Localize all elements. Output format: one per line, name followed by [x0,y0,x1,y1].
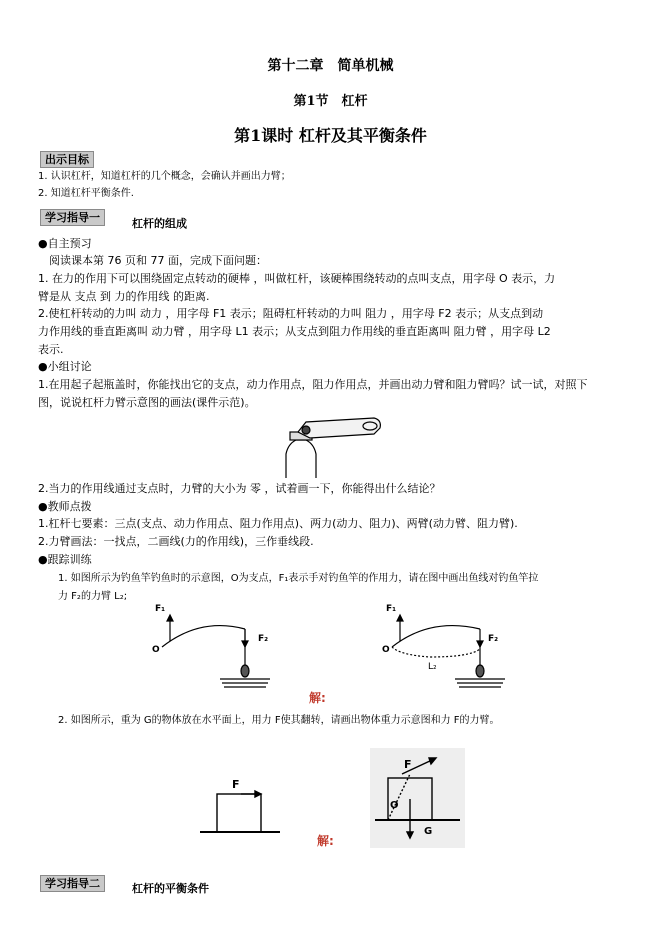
answer-label-2: 解: [317,834,334,848]
answer-block-f-label: F [404,758,412,771]
guide1-topic: 杠杆的组成 [132,217,187,230]
bottle-opener-figure [276,408,386,478]
teacher-point-2: 2.力臂画法：一找点，二画线(力的作用线)，三作垂线段. [38,535,314,548]
discussion-2: 2.当力的作用线通过支点时，力臂的大小为 零 ，试着画一下，你能得出什么结论？ [38,482,441,495]
answer-label-1: 解: [309,691,326,705]
exercise-1-line-1: 1. 如图所示为钓鱼竿钓鱼时的示意图，O为支点，F₁表示手对钓鱼竿的作用力，请在图中画出鱼线对钓鱼竿拉 [58,573,539,584]
fig2-o-label: O [382,645,390,655]
training-title: ●跟踪训练 [38,553,92,566]
question-1-line-2: 臂是从 支点 到 力的作用线 的距离. [38,290,210,303]
question-2-line-2: 力作用线的垂直距离叫 动力臂 ，用字母 L1 表示；从支点到阻力作用线的垂直距离叫 阻力臂 ，用字母 L2 [38,325,551,338]
self-study-title: ●自主预习 [38,237,92,250]
exercise-1-line-2: 力 F₂的力臂 L₂; [58,591,128,602]
teacher-title: ●教师点拨 [38,500,92,513]
question-1-line-1: 1. 在力的作用下可以围绕固定点转动的硬棒 ，叫做杠杆，该硬棒围绕转动的点叫支点，用字母 O 表示，力 [38,272,556,285]
guide1-header: 学习指导一 [40,209,105,226]
lesson-title: 第1课时 杠杆及其平衡条件 [234,126,427,145]
self-study-intro: 阅读课本第 76 页和 77 面，完成下面问题： [38,254,267,267]
fishing-rod-figure [150,605,280,695]
fig2-l2-label: L₂ [428,662,437,672]
teacher-point-1: 1.杠杆七要素：三点(支点、动力作用点、阻力作用点)、两力(动力、阻力)、两臂(动力臂、阻力臂). [38,517,518,530]
fig1-f2-label: F₂ [258,634,269,644]
discussion-1-line-2: 图，说说杠杆力臂示意图的画法(课件示范)。 [38,396,256,409]
section-title: 第1节 杠杆 [293,94,368,109]
question-2-line-1: 2.使杠杆转动的力叫 动力 ，用字母 F1 表示；阻碍杠杆转动的力叫 阻力 ，用字母 F2 表示；从支点到动 [38,307,544,320]
question-2-line-3: 表示. [38,343,64,356]
guide2-header: 学习指导二 [40,875,105,892]
fig2-f1-label: F₁ [386,604,397,614]
fishing-rod-answer-figure [380,605,515,695]
fig1-o-label: O [152,645,160,655]
objective-item-1: 1. 认识杠杆，知道杠杆的几个概念，会确认并画出力臂； [38,171,291,182]
answer-block-o-label: O [390,800,399,811]
fig2-f2-label: F₂ [488,634,499,644]
answer-block-g-label: G [424,826,433,837]
objective-item-2: 2. 知道杠杆平衡条件. [38,188,134,199]
guide2-topic: 杠杆的平衡条件 [132,882,209,895]
objectives-header: 出示目标 [40,151,94,168]
chapter-title: 第十二章 简单机械 [267,58,394,74]
block-answer-figure [370,748,465,848]
block-figure [195,772,285,837]
exercise-2: 2. 如图所示，重为 G的物体放在水平面上，用力 F使其翻转，请画出物体重力示意图和力 F的力臂。 [58,715,500,726]
fig1-f1-label: F₁ [155,604,166,614]
discussion-1-line-1: 1.在用起子起瓶盖时，你能找出它的支点，动力作用点，阻力作用点，并画出动力臂和阻力臂吗？试一试，对照下 [38,378,588,391]
block-f-label: F [232,778,240,791]
discussion-title: ●小组讨论 [38,360,92,373]
